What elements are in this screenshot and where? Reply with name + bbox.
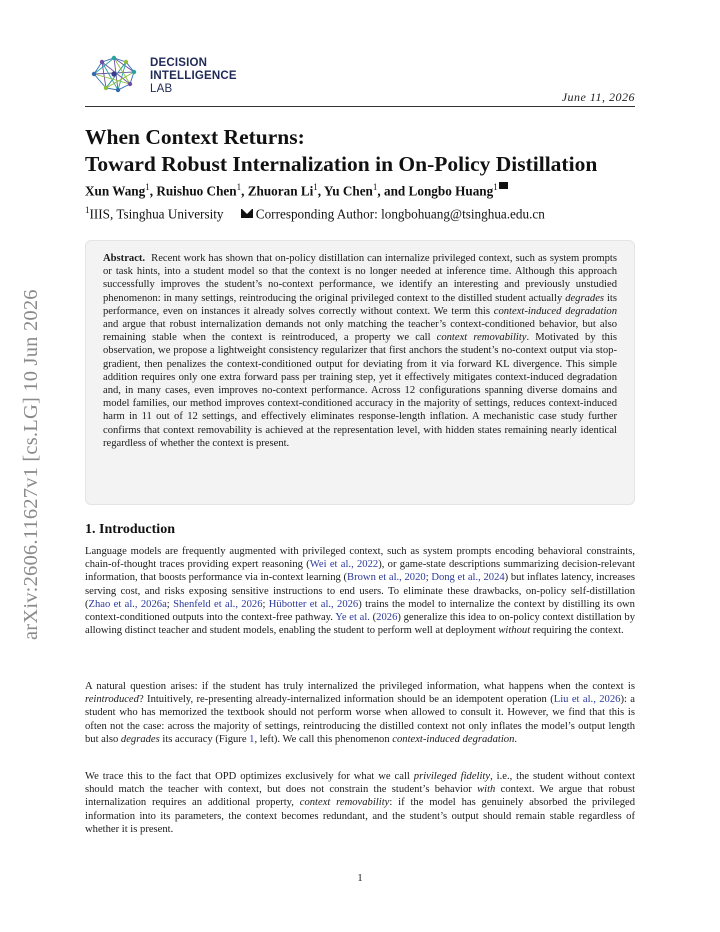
abstract-emphasis: context-induced degradation [493, 305, 617, 317]
corresponding-author[interactable]: Corresponding Author: longbohuang@tsinghua.edu.cn [255, 206, 545, 222]
logo-line-1: DECISION [150, 57, 208, 69]
citation-link[interactable]: Wei et al., 2022 [309, 559, 379, 571]
affiliation-mark: 1 [236, 182, 242, 192]
text-span: ) but inflates latency, increases serving cost, and risks exposing sensitive instructions to end users. To eliminate these drawbacks, on-policy self-distillation ( [85, 572, 635, 610]
section-heading: 1. Introduction [85, 522, 175, 537]
emphasis: privileged fidelity [413, 771, 491, 782]
author-name: Xun Wang [85, 183, 146, 199]
network-logo-icon [88, 52, 146, 96]
emphasis: with [477, 784, 496, 796]
citation-link[interactable]: Ye et al. [335, 612, 370, 624]
abstract-span: . Motivated by this observation, we propose a lightweight consistency regularizer that first anchors the student’s no-context output via stop-gradient, then penalizes the context-conditioned output for deviating from it via forward KL divergence. This simple addition requires only one extra forward pass per training step, yet it effectively mitigates context-induced degradation and, in many cases, even improves no-context performance. Across 12 configurations spanning diverse domains and model families, our method improves context-conditioned accuracy in the majority of settings, reduces context-induced harm in 11 out of 12 settings, and effectively eliminates response-length inflation. A mechanistic case study further confirms that context removability is achieved at the representation level, with hidden states remaining nearly identical regardless of whether the context is present. [103, 332, 617, 449]
affiliation-mark: 1 [372, 182, 378, 192]
text-span: ; [166, 598, 174, 610]
title-line-2: Toward Robust Internalization in On-Policy Distillation [85, 152, 598, 176]
text-span: We trace this to the fact that OPD optimizes exclusively for what we call [85, 771, 414, 782]
figure-reference-link[interactable]: 1 [249, 733, 255, 745]
header-date: June 11, 2026 [561, 90, 635, 104]
header-divider [85, 106, 635, 107]
text-span: Language models are frequently augmented with privileged context, such as system prompts encoding behavioral constraints, chain-of-thought traces providing expert reasoning ( [85, 546, 635, 571]
mail-icon [499, 182, 508, 189]
citation-link[interactable]: 2026 [376, 612, 398, 624]
citation-link[interactable]: Liu et al., 2026 [553, 694, 621, 706]
text-span: , left). We call this phenomenon [254, 733, 393, 745]
abstract-span: its performance, even on instances it already solves correctly without context. We term this [103, 292, 617, 317]
emphasis: context removability [299, 797, 390, 809]
abstract-box [85, 240, 635, 505]
text-span: . [514, 733, 518, 745]
text-span: : if the model has genuinely absorbed the privileged information into its parameters, the context becomes redundant, and the student’s output should remain stable regardless of whether it is present. [85, 797, 635, 835]
abstract-label: Abstract. [103, 253, 146, 264]
intro-paragraph-2 [85, 680, 635, 746]
citation-link[interactable]: Dong et al., 2024 [431, 572, 505, 584]
intro-paragraph-1 [85, 545, 635, 637]
lab-logo-text [150, 57, 237, 96]
affiliation-mark: 1 [85, 205, 90, 215]
text-span: A natural question arises: if the student has truly internalized the privileged information, what happens when the context is [85, 681, 635, 692]
text-span: ), or game-state descriptions summarizing decision-relevant information, that boosts performance via in-context learning ( [85, 559, 636, 584]
affiliation-line [85, 205, 545, 222]
abstract-span: and argue that robust internalization demands not only matching the teacher’s context-conditioned behavior, but also remaining stable when the context is reintroduced, a property we call [103, 319, 617, 344]
text-span: its accuracy (Figure [159, 733, 250, 745]
text-span: ; [425, 572, 432, 584]
mail-icon [241, 209, 253, 218]
citation-link[interactable]: Shenfeld et al., 2026 [173, 598, 263, 610]
author-name: Yu Chen [323, 183, 373, 199]
emphasis: degrades [120, 733, 160, 745]
author-name: and Longbo Huang [384, 183, 494, 199]
abstract-emphasis: degrades [565, 292, 605, 304]
text-span: context. We argue that robust internalization requires an additional property, [85, 784, 636, 809]
text-span: requiring the context. [530, 625, 624, 637]
emphasis: reintroduced [85, 694, 139, 706]
citation-link[interactable]: Brown et al., 2020 [347, 572, 426, 584]
text-span: ( [369, 612, 377, 624]
author-list: Xun Wang$^1$, Ruishuo Chen$^1$, Zhuoran Li$^1$, Yu Chen$^1$, and Longbo Huang$^1$ [85, 182, 508, 199]
text-span: , i.e., the student without context should match the teacher with context, but does not constrain the student’s behavior [85, 771, 636, 796]
institution: IIIS, Tsinghua University [89, 206, 224, 222]
affiliation-mark: 1 [493, 182, 498, 192]
arxiv-identifier-stamp: arXiv:2606.11627v1 [cs.LG] 10 Jun 2026 [20, 289, 42, 640]
paper-title [85, 124, 645, 178]
logo-line-3: LAB [150, 83, 173, 95]
logo-line-2: INTELLIGENCE [150, 70, 237, 82]
affiliation-mark: 1 [145, 182, 150, 192]
emphasis: context-induced degradation [392, 733, 515, 745]
page-number: 1 [357, 872, 363, 884]
text-span: ) generalize this idea to on-policy context distillation by allowing distinct teacher and student models, enabling the student to perform well at deployment [85, 612, 635, 637]
author-name: Ruishuo Chen [156, 183, 237, 199]
emphasis: without [498, 625, 531, 637]
citation-link[interactable]: Hübotter et al., 2026 [268, 598, 359, 610]
citation-link[interactable]: Zhao et al., 2026a [88, 598, 167, 610]
affiliation-mark: 1 [313, 182, 318, 192]
abstract-emphasis: context removability [436, 332, 527, 344]
author-name: Zhuoran Li [247, 183, 314, 199]
text-span: ): a student who has memorized the textbook should not perform worse when allowed to consult it. However, we find that this is often not the case: across the majority of settings, reintroducing the distilled context not only inflates the model’s output length but also [85, 694, 636, 745]
abstract-text [103, 252, 617, 450]
text-span: ? Intuitively, re-presenting already-internalized information should be an idempotent operation ( [138, 694, 554, 706]
intro-paragraph-3 [85, 770, 635, 836]
text-span: ; [262, 598, 269, 610]
title-line-1: When Context Returns: [85, 125, 305, 149]
text-span: ) trains the model to internalize the context by distilling its own context-conditioned outputs into the context-free pathway. [85, 598, 635, 624]
abstract-span: Recent work has shown that on-policy distillation can internalize privileged context, such as system prompts or task hints, into a student model so that the context is no longer needed at inference time. Although this approach successfully improves the student’s no-context performance, we identify an interesting and previously unstudied phenomenon: in many settings, reintroducing the original privileged context to the distilled student actually [103, 253, 618, 304]
